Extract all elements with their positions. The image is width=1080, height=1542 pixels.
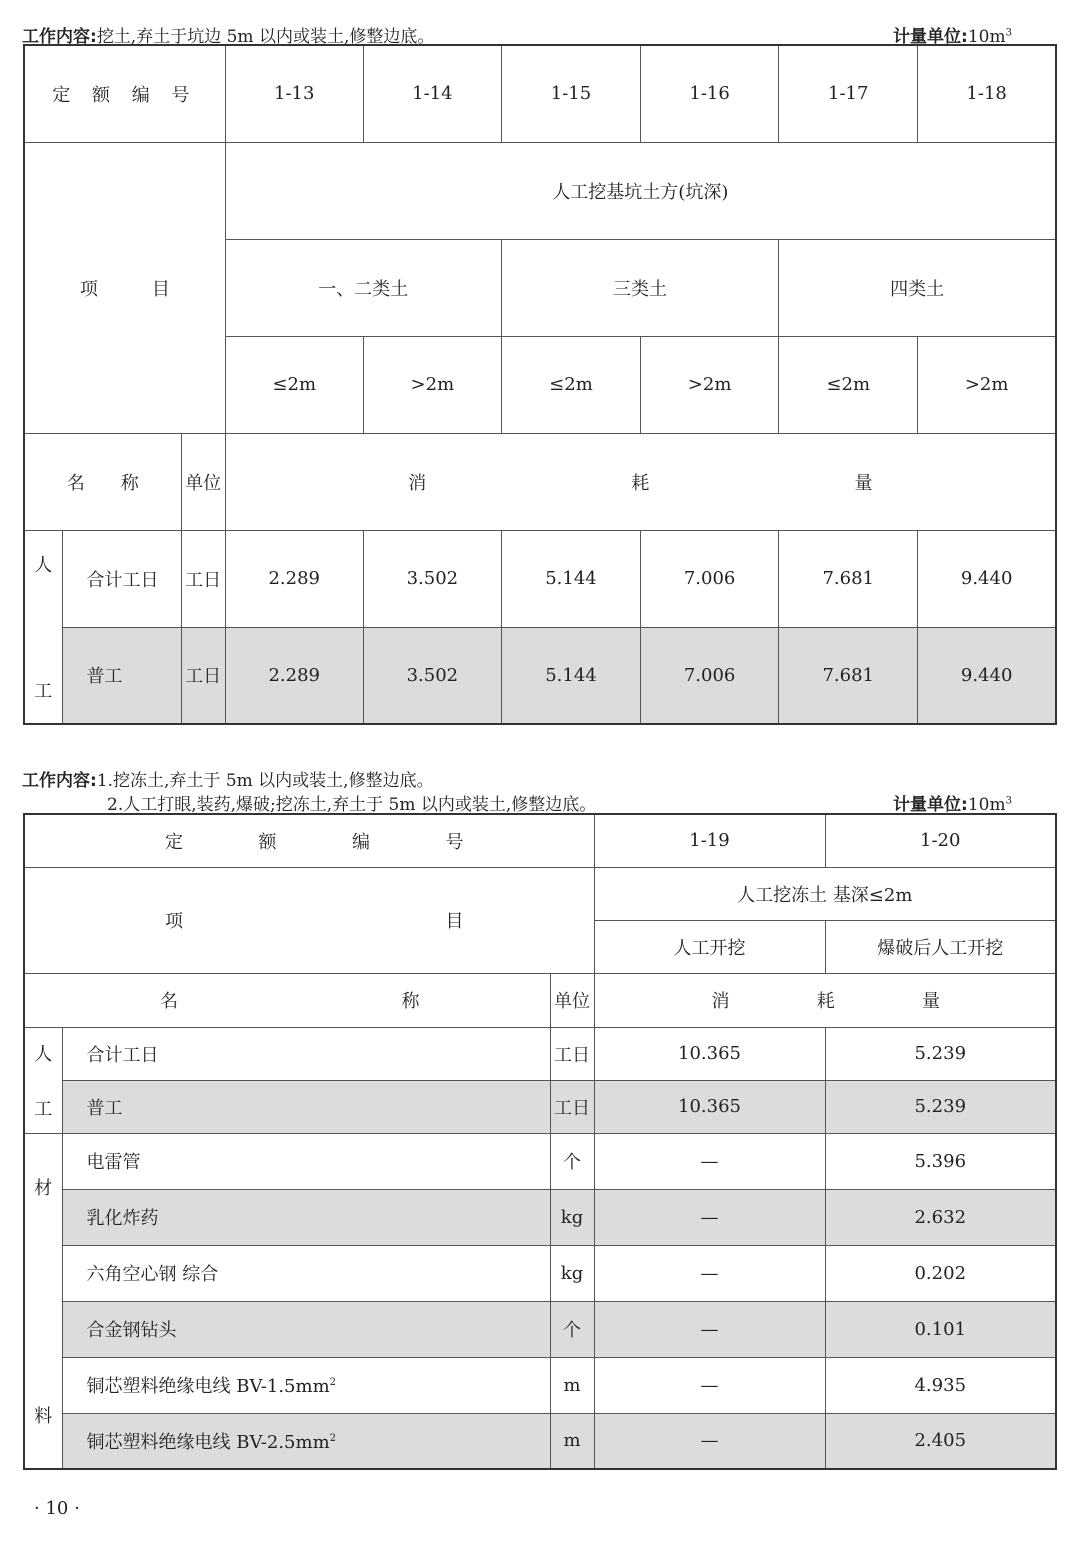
value-cell: 2.289 <box>225 530 363 627</box>
row-name: 合金钢钻头 <box>62 1301 550 1357</box>
row-name: 电雷管 <box>62 1133 550 1189</box>
row-name: 合计工日 <box>62 530 181 627</box>
value-cell: 9.440 <box>918 627 1056 724</box>
consumption-char: 耗 <box>631 472 650 494</box>
value-cell: 7.006 <box>641 530 779 627</box>
item-title-row <box>24 867 1056 920</box>
consumption-label <box>594 973 1056 1027</box>
item-title-row <box>24 142 1056 239</box>
group-char-top: 人 <box>34 1043 53 1065</box>
item-label: 项 目 <box>24 142 225 433</box>
value-cell: 0.101 <box>825 1301 1056 1357</box>
table-row <box>24 530 1056 627</box>
value-cell: 5.144 <box>501 530 640 627</box>
code-label-char: 额 <box>258 831 277 853</box>
soil-group: 一、二类土 <box>225 239 501 336</box>
group-char-bottom: 工 <box>34 681 53 702</box>
table-row <box>24 1357 1056 1413</box>
row-unit: kg <box>550 1245 594 1301</box>
item-label-char: 项 <box>165 911 183 932</box>
value-cell: 3.502 <box>363 627 501 724</box>
group-char-bottom: 工 <box>34 1098 53 1120</box>
material-group-label <box>24 1133 62 1469</box>
quota-table-2 <box>23 813 1057 1470</box>
row-name-sup: 2 <box>329 1432 337 1444</box>
row-name: 乳化炸药 <box>62 1189 550 1245</box>
name-label-char: 称 <box>401 991 420 1012</box>
code-label-char: 号 <box>445 831 464 853</box>
value-cell: 5.239 <box>825 1080 1056 1133</box>
code-label <box>24 814 594 867</box>
method-cell: 爆破后人工开挖 <box>825 920 1056 973</box>
measure-unit-label: 计量单位: <box>893 795 968 815</box>
work-content-label: 工作内容: <box>22 771 97 791</box>
consumption-char: 耗 <box>816 991 835 1012</box>
code-cell: 1-19 <box>594 814 825 867</box>
group-char-bottom: 料 <box>34 1406 53 1427</box>
value-cell: 3.502 <box>363 530 501 627</box>
table-row <box>24 1413 1056 1469</box>
value-cell: — <box>594 1357 825 1413</box>
measure-unit-sup: 3 <box>1005 795 1012 807</box>
value-cell: 10.365 <box>594 1027 825 1080</box>
code-cell: 1-18 <box>918 45 1056 142</box>
table-row <box>24 1133 1056 1189</box>
value-cell: 5.144 <box>501 627 640 724</box>
code-row <box>24 814 1056 867</box>
value-cell: — <box>594 1133 825 1189</box>
row-name-cell <box>62 1413 550 1469</box>
code-label-char: 定 <box>165 831 183 853</box>
row-name: 六角空心钢 综合 <box>62 1245 550 1301</box>
measure-unit-2 <box>893 790 1012 815</box>
item-title: 人工挖基坑土方(坑深) <box>225 142 1056 239</box>
row-name: 铜芯塑料绝缘电线 BV-1.5mm <box>86 1376 330 1397</box>
row-unit: 工日 <box>181 530 225 627</box>
value-cell: 2.632 <box>825 1189 1056 1245</box>
unit-label: 单位 <box>181 433 225 530</box>
labor-group-label <box>24 530 62 724</box>
code-row <box>24 45 1056 142</box>
unit-label: 单位 <box>550 973 594 1027</box>
code-label-char: 编 <box>352 831 370 853</box>
row-unit: 工日 <box>550 1027 594 1080</box>
depth-cell: >2m <box>641 336 779 433</box>
item-label <box>24 867 594 973</box>
value-cell: — <box>594 1301 825 1357</box>
work-content-label: 工作内容: <box>22 27 97 47</box>
work-content-line2: 2.人工打眼,装药,爆破;挖冻土,弃土于 5m 以内或装土,修整边底。 <box>107 795 597 815</box>
value-cell: 7.681 <box>779 627 918 724</box>
value-cell: — <box>594 1189 825 1245</box>
row-unit: m <box>550 1357 594 1413</box>
row-unit: 个 <box>550 1301 594 1357</box>
group-char-top: 材 <box>34 1177 53 1199</box>
consumption-char: 量 <box>922 991 940 1012</box>
row-name-cell <box>62 1357 550 1413</box>
name-label: 名 称 <box>24 433 181 530</box>
code-cell: 1-16 <box>641 45 779 142</box>
table-row <box>24 1080 1056 1133</box>
item-title: 人工挖冻土 基深≤2m <box>594 867 1056 920</box>
soil-group: 四类土 <box>779 239 1056 336</box>
depth-cell: ≤2m <box>225 336 363 433</box>
value-cell: 2.289 <box>225 627 363 724</box>
value-cell: 5.396 <box>825 1133 1056 1189</box>
depth-cell: ≤2m <box>501 336 640 433</box>
work-content-text: 挖土,弃土于坑边 5m 以内或装土,修整边底。 <box>96 27 435 47</box>
code-cell: 1-20 <box>825 814 1056 867</box>
value-cell: 0.202 <box>825 1245 1056 1301</box>
name-label-char: 名 <box>160 991 178 1012</box>
table-row <box>24 1027 1056 1080</box>
table-row <box>24 1189 1056 1245</box>
row-name: 合计工日 <box>62 1027 550 1080</box>
item-label-char: 目 <box>445 911 464 932</box>
value-cell: 4.935 <box>825 1357 1056 1413</box>
consumption-label <box>225 433 1056 530</box>
row-unit: kg <box>550 1189 594 1245</box>
table-row <box>24 1245 1056 1301</box>
measure-unit-value: 10m <box>967 795 1006 815</box>
row-unit: m <box>550 1413 594 1469</box>
consumption-char: 消 <box>711 991 730 1012</box>
row-unit: 个 <box>550 1133 594 1189</box>
value-cell: 7.681 <box>779 530 918 627</box>
code-label: 定 额 编 号 <box>24 45 225 142</box>
row-name: 普工 <box>62 1080 550 1133</box>
code-cell: 1-15 <box>501 45 640 142</box>
consumption-header-row <box>24 433 1056 530</box>
code-cell: 1-13 <box>225 45 363 142</box>
consumption-char: 消 <box>408 472 427 494</box>
labor-group-label <box>24 1027 62 1133</box>
name-label <box>24 973 550 1027</box>
measure-unit-sup: 3 <box>1005 27 1012 39</box>
table-row <box>24 1301 1056 1357</box>
work-content-2 <box>22 766 434 791</box>
value-cell: 2.405 <box>825 1413 1056 1469</box>
depth-cell: ≤2m <box>779 336 918 433</box>
page-number: · 10 · <box>34 1498 80 1519</box>
row-name: 普工 <box>62 627 181 724</box>
depth-cell: >2m <box>363 336 501 433</box>
soil-group: 三类土 <box>501 239 778 336</box>
group-char-top: 人 <box>34 554 53 576</box>
value-cell: 9.440 <box>918 530 1056 627</box>
value-cell: 10.365 <box>594 1080 825 1133</box>
measure-unit-value: 10m <box>967 27 1006 47</box>
value-cell: 5.239 <box>825 1027 1056 1080</box>
row-name-sup: 2 <box>329 1377 337 1388</box>
table-row <box>24 627 1056 724</box>
quota-table-1 <box>23 44 1057 725</box>
depth-cell: >2m <box>918 336 1056 433</box>
consumption-char: 量 <box>854 472 873 494</box>
work-content-line1: 1.挖冻土,弃土于 5m 以内或装土,修整边底。 <box>96 771 434 791</box>
code-cell: 1-14 <box>363 45 501 142</box>
row-name: 铜芯塑料绝缘电线 BV-2.5mm <box>86 1431 330 1453</box>
row-unit: 工日 <box>181 627 225 724</box>
value-cell: — <box>594 1413 825 1469</box>
value-cell: 7.006 <box>641 627 779 724</box>
method-cell: 人工开挖 <box>594 920 825 973</box>
row-unit: 工日 <box>550 1080 594 1133</box>
value-cell: — <box>594 1245 825 1301</box>
code-cell: 1-17 <box>779 45 918 142</box>
consumption-header-row <box>24 973 1056 1027</box>
measure-unit-label: 计量单位: <box>893 27 968 47</box>
